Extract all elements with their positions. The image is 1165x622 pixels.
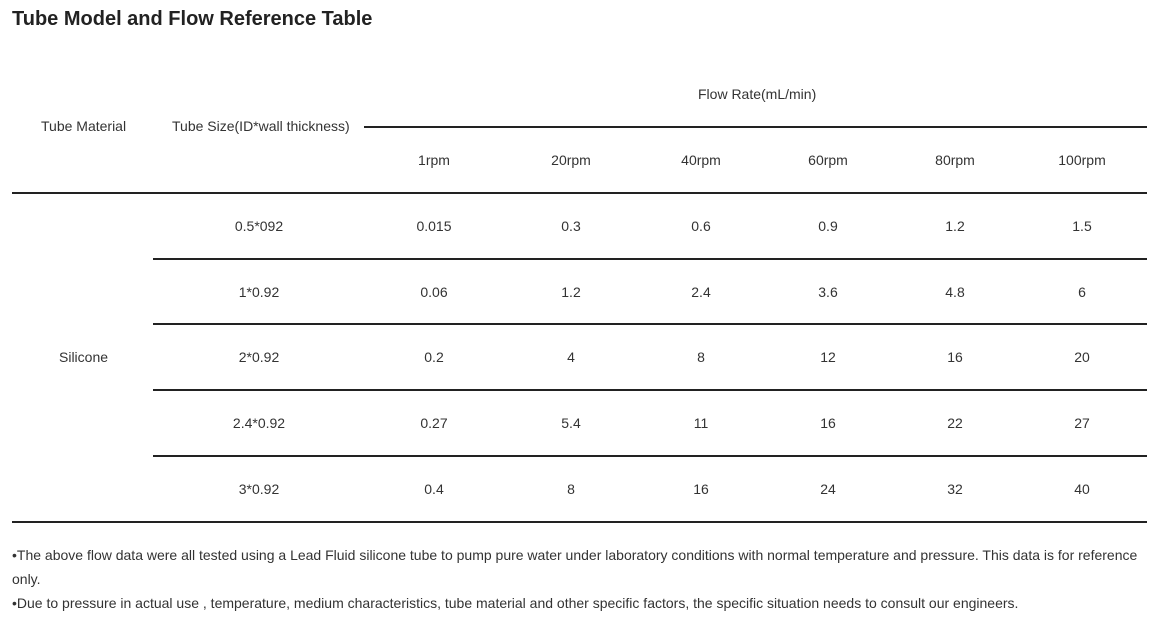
flow-value-cell: 8 — [697, 349, 705, 365]
row-divider — [153, 323, 1147, 325]
flow-value-cell: 40 — [1074, 481, 1090, 497]
header-tube-material: Tube Material — [41, 118, 127, 134]
flow-value-cell: 4 — [567, 349, 575, 365]
size-cell: 0.5*092 — [234, 218, 284, 234]
material-cell: Silicone — [59, 349, 109, 365]
flow-value-cell: 0.2 — [424, 349, 444, 365]
header-tube-size: Tube Size(ID*wall thickness) — [172, 118, 350, 134]
flow-value-cell: 27 — [1074, 415, 1090, 431]
flow-value-cell: 0.06 — [420, 284, 448, 300]
row-divider — [153, 258, 1147, 260]
size-cell: 2.4*0.92 — [232, 415, 286, 431]
flow-value-cell: 1.2 — [561, 284, 581, 300]
footnote: •The above flow data were all tested using a Lead Fluid silicone tube to pump pure water under laboratory conditions with normal temperature and pressure. This data is for reference only. — [12, 547, 1138, 587]
header-speed: 100rpm — [1058, 152, 1106, 168]
flow-value-cell: 8 — [567, 481, 575, 497]
flow-value-cell: 22 — [947, 415, 963, 431]
header-flow-rate: Flow Rate(mL/min) — [698, 86, 817, 102]
row-divider — [153, 389, 1147, 391]
flow-value-cell: 0.4 — [424, 481, 444, 497]
header-speed: 60rpm — [808, 152, 848, 168]
header-bottom-rule — [12, 192, 1147, 194]
flow-value-cell: 5.4 — [561, 415, 581, 431]
header-speed: 20rpm — [551, 152, 591, 168]
flow-value-cell: 20 — [1074, 349, 1090, 365]
header-divider — [364, 126, 1147, 128]
flow-value-cell: 2.4 — [691, 284, 711, 300]
header-speed: 80rpm — [935, 152, 975, 168]
flow-value-cell: 0.27 — [420, 415, 448, 431]
size-cell: 1*0.92 — [238, 284, 280, 300]
flow-value-cell: 0.3 — [561, 218, 581, 234]
flow-value-cell: 0.9 — [818, 218, 838, 234]
flow-value-cell: 11 — [693, 415, 709, 431]
footnotes — [12, 543, 1152, 615]
header-speed: 40rpm — [681, 152, 721, 168]
row-divider — [153, 455, 1147, 457]
flow-value-cell: 0.015 — [416, 218, 452, 234]
flow-value-cell: 3.6 — [818, 284, 838, 300]
flow-value-cell: 24 — [820, 481, 836, 497]
size-cell: 2*0.92 — [238, 349, 280, 365]
size-cell: 3*0.92 — [238, 481, 280, 497]
flow-value-cell: 0.6 — [691, 218, 711, 234]
flow-value-cell: 6 — [1078, 284, 1086, 300]
footnote: •Due to pressure in actual use , temperature, medium characteristics, tube material and other specific factors, the specific situation needs to consult our engineers. — [12, 595, 1019, 611]
flow-value-cell: 16 — [693, 481, 709, 497]
flow-value-cell: 1.2 — [945, 218, 965, 234]
flow-value-cell: 32 — [947, 481, 963, 497]
flow-value-cell: 1.5 — [1072, 218, 1092, 234]
table-bottom-rule — [12, 521, 1147, 523]
flow-value-cell: 16 — [820, 415, 836, 431]
flow-value-cell: 4.8 — [945, 284, 965, 300]
flow-value-cell: 12 — [820, 349, 836, 365]
page-title: Tube Model and Flow Reference Table — [12, 8, 373, 30]
header-speed: 1rpm — [418, 152, 450, 168]
flow-value-cell: 16 — [947, 349, 963, 365]
